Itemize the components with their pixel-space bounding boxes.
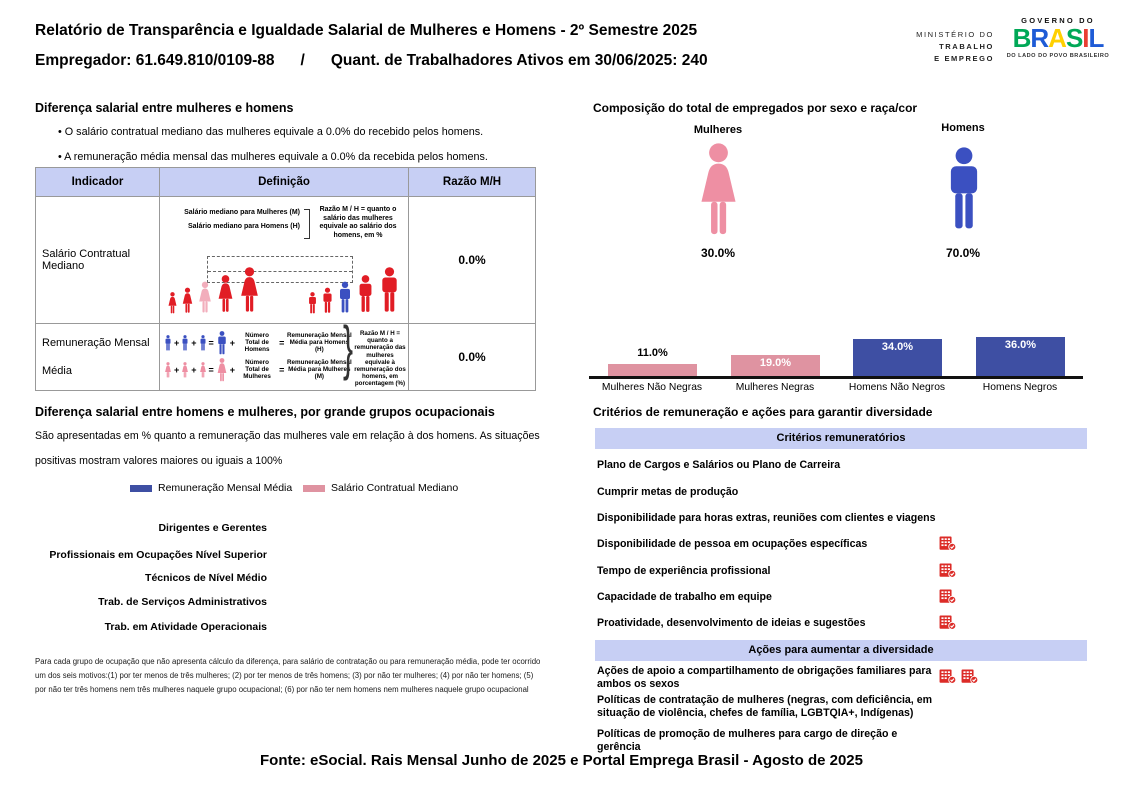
man-figure-icon (321, 287, 334, 314)
ministry-logo: MINISTÉRIO DO TRABALHO E EMPREGO (916, 30, 994, 63)
woman-figure-icon (216, 274, 235, 314)
bar-homens-nao-negros: 34.0% (853, 339, 942, 376)
men-avg-label: Remuneração Mensal Média para Homens (H) (286, 332, 352, 353)
col-razao: Razão M/H (409, 168, 536, 197)
woman-figure-icon (164, 362, 172, 378)
indicator-name: Salário Contratual Mediano (36, 197, 160, 324)
man-figure-icon (199, 335, 207, 351)
separator: / (300, 52, 305, 69)
man-icon (943, 141, 985, 237)
col-indicador: Indicador (36, 168, 160, 197)
woman-figure-icon (181, 287, 194, 314)
category-operacionais: Trab. em Atividade Operacionais (104, 621, 267, 633)
salary-gap-title: Diferença salarial entre mulheres e homens (35, 101, 294, 115)
category-superior: Profissionais em Ocupações Nível Superior (49, 549, 267, 561)
source-footer: Fonte: eSocial. Rais Mensal Junho de 2025 e Portal Emprega Brasil - Agosto de 2025 (260, 752, 863, 769)
governo-brasil-logo: GOVERNO DO BRASIL DO LADO DO POVO BRASILEIRO (1002, 16, 1114, 59)
woman-figure-icon (238, 266, 261, 314)
building-check-icon (961, 669, 979, 685)
action-item: Políticas de contratação de mulheres (negras, com deficiência, em situação de violência, chefes de família, LGBTQIA+, Indígenas) (597, 694, 933, 719)
male-percentage: 70.0% (945, 246, 981, 260)
building-check-icon (939, 589, 957, 605)
mean-salary-diagram (160, 314, 408, 389)
bar-category-label: Mulheres Negras (735, 382, 815, 393)
bullet-mean: • A remuneração média mensal das mulheres equivale a 0.0% da recebida pelos homens. (58, 151, 488, 163)
action-item: Políticas de promoção de mulheres para cargo de direção e gerência (597, 728, 898, 753)
man-figure-icon (181, 335, 189, 351)
building-check-icon (939, 615, 957, 631)
criteria-title: Critérios de remuneração e ações para garantir diversidade (593, 405, 933, 419)
bar-category-label: Homens Negros (982, 382, 1058, 393)
legend-swatch-blue (130, 485, 152, 492)
female-percentage: 30.0% (700, 246, 736, 260)
men-count-label: Número Total de Homens (244, 332, 270, 353)
report-subtitle (35, 52, 708, 70)
woman-figure-icon-median (197, 281, 213, 314)
indicator-name: Remuneração Mensal Média (36, 324, 160, 391)
criteria-item: Proatividade, desenvolvimento de ideias e sugestões (597, 617, 1092, 630)
brasil-wordmark: BRASIL (1012, 23, 1104, 53)
woman-figure-icon (199, 362, 207, 378)
men-equation: + + = + Número Total de Homens = Remuneração Mensal Média para Homens (H) (164, 329, 352, 356)
man-figure-icon (378, 266, 401, 314)
woman-icon (695, 141, 742, 239)
woman-figure-icon (216, 358, 228, 382)
report-title: Relatório de Transparência e Igualdade Salarial de Mulheres e Homens - 2º Semestre 2025 (35, 22, 698, 39)
criteria-item: Capacidade de trabalho em equipe (597, 591, 1092, 604)
table-row (36, 324, 536, 391)
table-row (36, 197, 536, 324)
action-item: Ações de apoio a compartilhamento de obrigações familiares para ambos os sexos (597, 665, 1092, 690)
bracket-icon (304, 209, 310, 239)
man-figure-icon-median (337, 281, 353, 314)
race-composition-chart (595, 322, 1085, 402)
employer-id: Empregador: 61.649.810/0109-88 (35, 52, 275, 69)
legend-item-mensal-media: Remuneração Mensal Média (130, 482, 292, 494)
criteria-item: Disponibilidade para horas extras, reuniões com clientes e viagens (597, 512, 936, 524)
legend-item-contratual-mediano: Salário Contratual Mediano (303, 482, 458, 494)
criteria-item: Plano de Cargos e Salários ou Plano de Carreira (597, 459, 841, 471)
label-median-men: Salário mediano para Homens (H) (187, 223, 300, 230)
woman-figure-icon (167, 292, 178, 314)
ratio-value: 0.0% (409, 324, 536, 391)
criteria-item: Tempo de experiência profissional (597, 565, 1092, 578)
building-check-icon (939, 669, 957, 685)
legend-swatch-pink (303, 485, 325, 492)
man-figure-icon (356, 274, 375, 314)
ratio-value: 0.0% (409, 197, 536, 324)
women-avg-label: Remuneração Mensal Média para Mulheres (M) (286, 359, 352, 380)
category-tecnicos: Técnicos de Nível Médio (145, 572, 267, 584)
women-count-label: Número Total de Mulheres (243, 359, 271, 380)
category-dirigentes: Dirigentes e Gerentes (158, 522, 267, 534)
label-median-women: Salário mediano para Mulheres (M) (184, 209, 300, 216)
median-salary-diagram (160, 197, 408, 322)
occupational-description: São apresentadas em % quanto a remuneração das mulheres vale em relação à dos homens. As situações positivas mostram valores maiores ou iguais a 100% (35, 430, 540, 467)
criteria-item: Disponibilidade de pessoa em ocupações específicas (597, 538, 1092, 551)
building-check-icon (939, 536, 957, 552)
woman-figure-icon (181, 362, 189, 378)
man-figure-icon (164, 335, 172, 351)
man-figure-icon (307, 292, 318, 314)
indicator-table (35, 167, 536, 391)
women-equation: + + = + Número Total de Mulheres = Remuneração Mensal Média para Mulheres (M) (164, 356, 352, 383)
ratio-note: Razão M / H = quanto o salário das mulheres equivale ao salário dos homens, em % (319, 206, 397, 239)
men-figures-group (307, 266, 401, 314)
occupational-title: Diferença salarial entre homens e mulheres, por grande grupos ocupacionais (35, 405, 495, 419)
table-header-row (36, 168, 536, 197)
bar-homens-negros: 36.0% (976, 337, 1065, 376)
col-definicao: Definição (160, 168, 409, 197)
bullet-median: • O salário contratual mediano das mulheres equivale a 0.0% do recebido pelos homens. (58, 126, 484, 138)
man-figure-icon (216, 331, 228, 355)
women-figures-group (167, 266, 261, 314)
bar-mulheres-nao-negras: 11.0% (608, 364, 697, 376)
bar-category-label: Homens Não Negros (848, 382, 946, 393)
female-label: Mulheres (693, 124, 743, 136)
remuneration-criteria-header: Critérios remuneratórios (595, 428, 1087, 449)
bar-category-label: Mulheres Não Negras (601, 382, 703, 393)
male-label: Homens (941, 122, 985, 134)
ratio-note: Razão M / H = quanto a remuneração das mulheres equivale à remuneração dos homens, em porcentagem (%) (354, 330, 406, 388)
composition-title: Composição do total de empregados por sexo e raça/cor (593, 101, 918, 115)
occupational-footnote: Para cada grupo de ocupação que não apresenta cálculo da diferença, para salário de contratação ou para remuneração média, pode ter ocorrido um dos seis motivos:(1) por ter menos de três mulheres; (2) por ter menos de três homens; (3) por não ter mulheres; (4) por não ter homens; (5) por não ter três homens nem três mulheres naquele grupo ocupacional; (6) por não ter nem homens nem mulheres naquele grupo ocupacional (35, 657, 541, 694)
building-check-icon (939, 563, 957, 579)
x-axis (589, 376, 1083, 379)
bar-mulheres-negras: 19.0% (731, 355, 820, 376)
diversity-actions-header: Ações para aumentar a diversidade (595, 640, 1087, 661)
active-workers: Quant. de Trabalhadores Ativos em 30/06/2025: 240 (330, 52, 708, 69)
criteria-item: Cumprir metas de produção (597, 486, 739, 498)
brace-icon: } (343, 314, 354, 381)
category-administrativos: Trab. de Serviços Administrativos (98, 596, 267, 608)
